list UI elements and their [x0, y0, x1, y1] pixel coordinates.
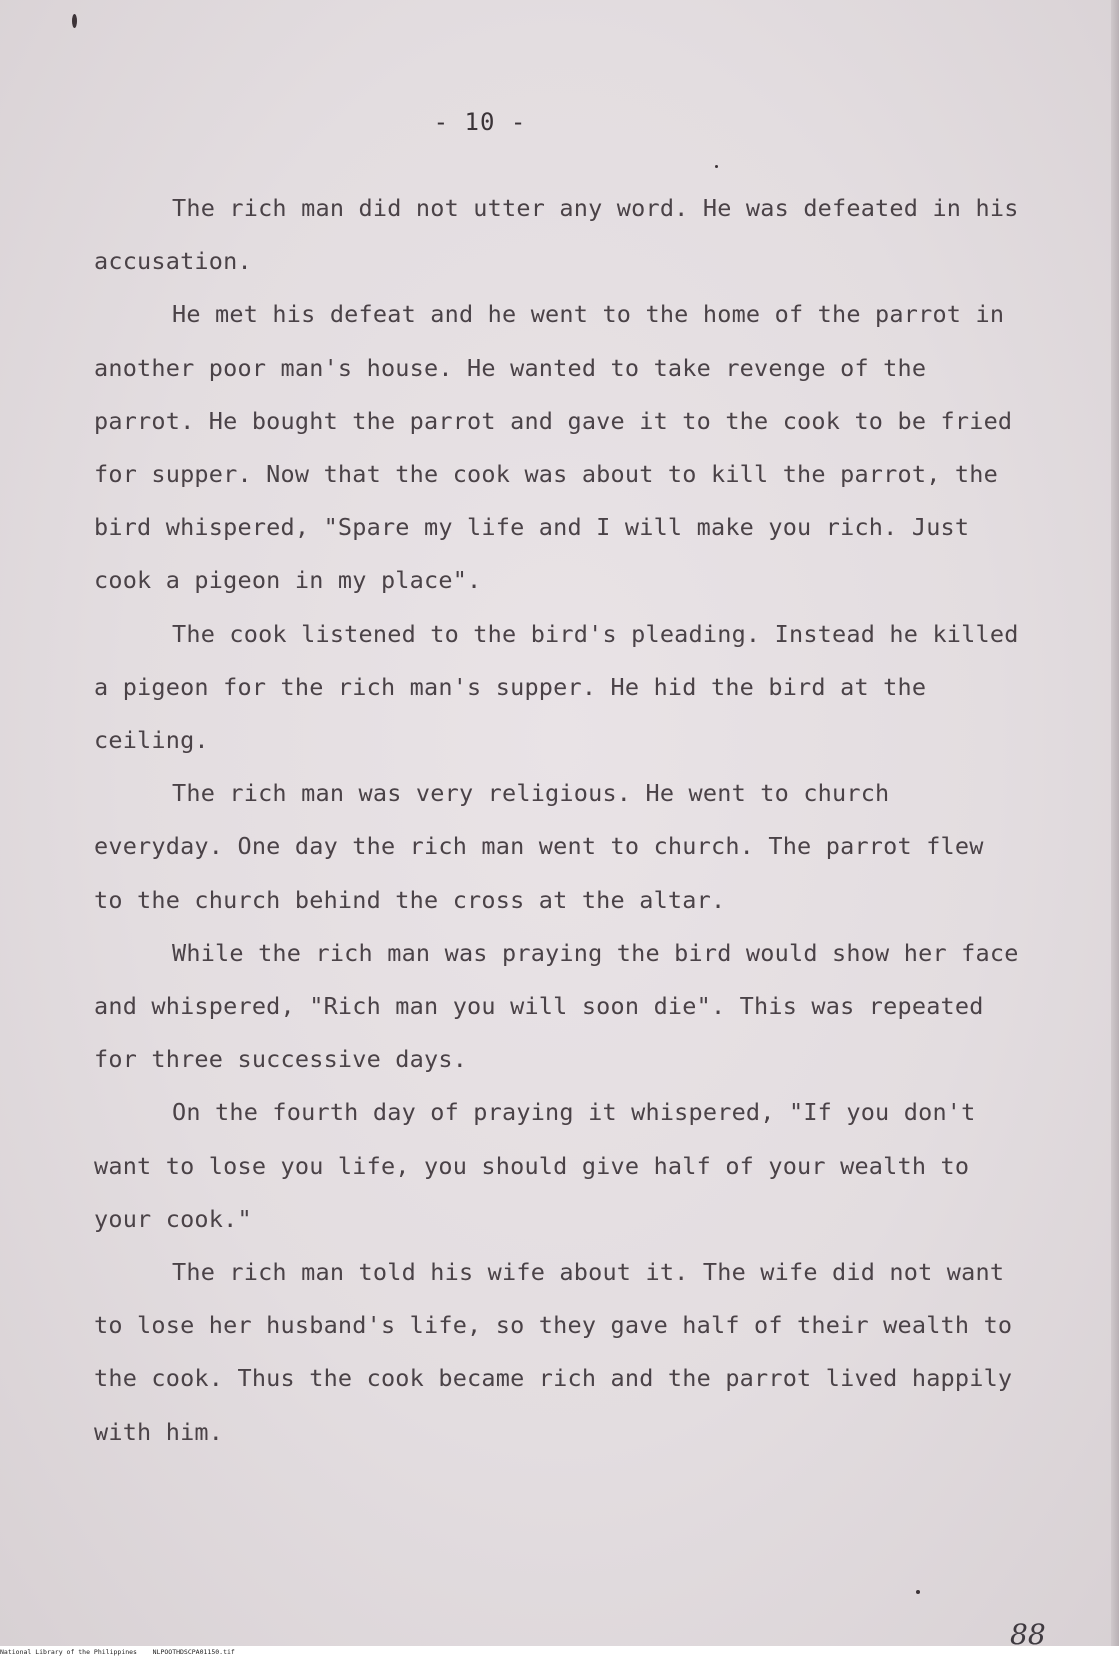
paragraph: On the fourth day of praying it whispered, "If you don't want to lose you life, you should give half of your wealth to your cook."	[94, 1098, 976, 1233]
ink-speck	[72, 14, 77, 28]
handwritten-folio-number: 88	[1010, 1618, 1046, 1646]
paragraph: He met his defeat and he went to the home of the parrot in another poor man's house. He wanted to take revenge of the parrot. He bought the parrot and gave it to the cook to be fried for supper. Now that the cook was about to kill the parrot, the bird whispered, "Spare my life and I will make you rich. Just cook a pigeon in my place".	[94, 300, 1013, 595]
paragraph: The cook listened to the bird's pleading. Instead he killed a pigeon for the rich man's supper. He hid the bird at the ceiling.	[94, 619, 1019, 755]
paragraph: While the rich man was praying the bird would show her face and whispered, "Rich man you will soon die". This was repeated for three successive days.	[94, 938, 1019, 1074]
ink-speck	[715, 165, 718, 168]
scan-footer-caption	[0, 1648, 235, 1656]
footer-file-id: NLPOOTHDSCPA01150.tif	[152, 1648, 235, 1656]
body-text	[94, 182, 1024, 1459]
paragraph: The rich man told his wife about it. The wife did not want to lose her husband's life, so they gave half of their wealth to the cook. Thus the cook became rich and the parrot lived happily with him.	[94, 1258, 1013, 1446]
page-edge-shadow	[1111, 0, 1119, 1646]
page-number: - 10 -	[433, 108, 527, 136]
footer-institution: National Library of the Philippines	[0, 1648, 137, 1656]
paragraph: The rich man was very religious. He went to church everyday. One day the rich man went to church. The parrot flew to the church behind the cross at the altar.	[94, 779, 984, 914]
paragraph: The rich man did not utter any word. He was defeated in his accusation.	[94, 194, 1019, 276]
ink-speck	[916, 1590, 920, 1594]
